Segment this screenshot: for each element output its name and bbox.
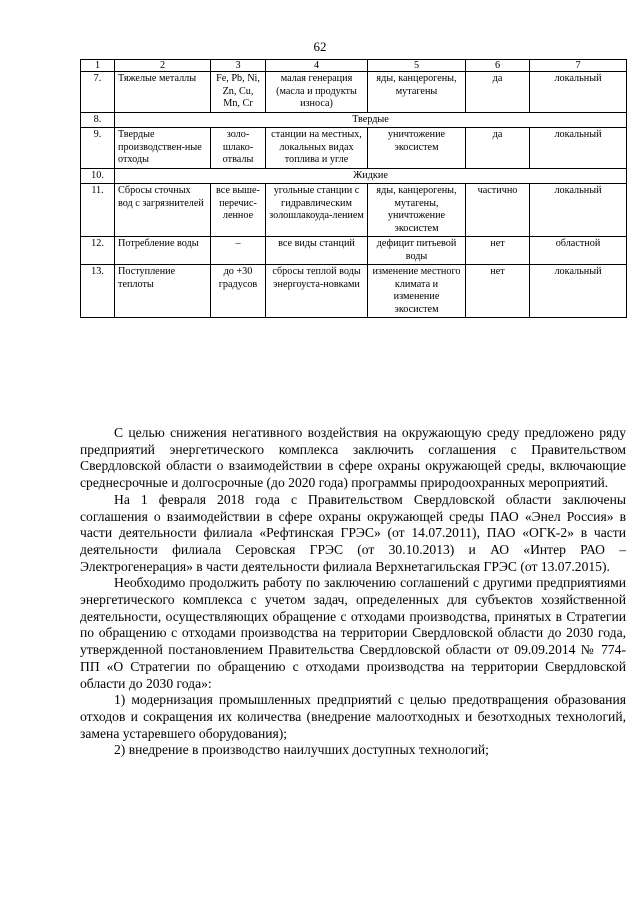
row-number: 7. [81,72,115,113]
table-section-row [81,112,627,128]
paragraph: 2) внедрение в производство наилучших доступных технологий; [114,742,489,758]
table-cell: локальный [530,128,627,169]
page-number: 62 [313,39,327,54]
pollutants-table [80,59,627,318]
table-cell: локальный [530,72,627,113]
column-header: 2 [115,60,211,72]
table-cell: Сбросы сточных вод с загрязнителей [115,184,211,237]
table-cell: – [211,237,266,265]
body-text [80,425,626,759]
table-cell: золо-шлако-отвалы [211,128,266,169]
paragraph: С целью снижения негативного воздействия на окружающую среду предложено ряду предприятий энергетического комплекса заключить соглашения с Правительством Свердловской области о взаимодействии в сфере охраны окружающей среды, включающие среднесрочные и долгосрочные (до 2020 года) программы природоохранных мероприятий. [80,425,626,491]
table-row [81,237,627,265]
table-section-row [81,168,627,184]
paragraph: 1) модернизация промышленных предприятий с целью предотвращения образования отходов и сокращения их количества (внедрение малоотходных и безотходных технологий, замена устаревшего оборудования); [80,692,626,741]
table-cell: нет [466,237,530,265]
table-row [81,72,627,113]
row-number: 11. [81,184,115,237]
paragraph: Необходимо продолжить работу по заключению соглашений с другими предприятиями энергетического комплекса с учетом задач, определенных для субъектов хозяйственной деятельности, осуществляющих обращение с отходами производства, принятых в Стратегии по обращению с отходами производства на территории Свердловской области до 2030 года, утвержденной постановлением Правительства Свердловской области от 09.09.2014 № 774-ПП «О Стратегии по обращению с отходами производства на территории Свердловской области до 2030 года»: [80,575,626,691]
table-header-row [81,60,627,72]
table-cell: Fe, Pb, Ni, Zn, Cu, Mn, Cr [211,72,266,113]
table-cell: угольные станции с гидравлическим золошлакоуда-лением [266,184,368,237]
table-cell: да [466,72,530,113]
table-cell: все виды станций [266,237,368,265]
table-cell: Твердые производствен-ные отходы [115,128,211,169]
table-cell: да [466,128,530,169]
table-cell: все выше-перечис-ленное [211,184,266,237]
table-cell: локальный [530,184,627,237]
table-cell: локальный [530,265,627,318]
table-row [81,184,627,237]
section-title: Твердые [115,112,627,128]
column-header: 4 [266,60,368,72]
table-cell: Поступление теплоты [115,265,211,318]
table-cell: уничтожение экосистем [368,128,466,169]
table-row [81,128,627,169]
section-title: Жидкие [115,168,627,184]
column-header: 1 [81,60,115,72]
table-cell: станции на местных, локальных видах топлива и угле [266,128,368,169]
table-cell: сбросы теплой воды энергоуста-новками [266,265,368,318]
table-cell: до +30 градусов [211,265,266,318]
table-cell: областной [530,237,627,265]
table-cell: яды, канцерогены, мутагены, уничтожение экосистем [368,184,466,237]
table-cell: нет [466,265,530,318]
table-cell: яды, канцерогены, мутагены [368,72,466,113]
table-cell: дефицит питьевой воды [368,237,466,265]
row-number: 9. [81,128,115,169]
row-number: 12. [81,237,115,265]
column-header: 3 [211,60,266,72]
paragraph: На 1 февраля 2018 года с Правительством Свердловской области заключены соглашения о взаимодействии в сфере охраны окружающей среды ПАО «Энел Россия» в части деятельности филиала «Рефтинская ГРЭС» (от 14.07.2011), ПАО «ОГК-2» в части деятельности филиала Серовская ГРЭС (от 30.10.2013) и АО «Интер РАО – Электрогенерация» в части деятельности филиала Верхнетагильская ГРЭС (от 13.07.2015). [80,491,626,574]
row-number: 8. [81,112,115,128]
row-number: 13. [81,265,115,318]
table-cell: Потребление воды [115,237,211,265]
column-header: 6 [466,60,530,72]
table-row [81,265,627,318]
row-number: 10. [81,168,115,184]
column-header: 5 [368,60,466,72]
table-cell: изменение местного климата и изменение экосистем [368,265,466,318]
table-cell: Тяжелые металлы [115,72,211,113]
table-cell: частично [466,184,530,237]
column-header: 7 [530,60,627,72]
table-cell: малая генерация (масла и продукты износа) [266,72,368,113]
